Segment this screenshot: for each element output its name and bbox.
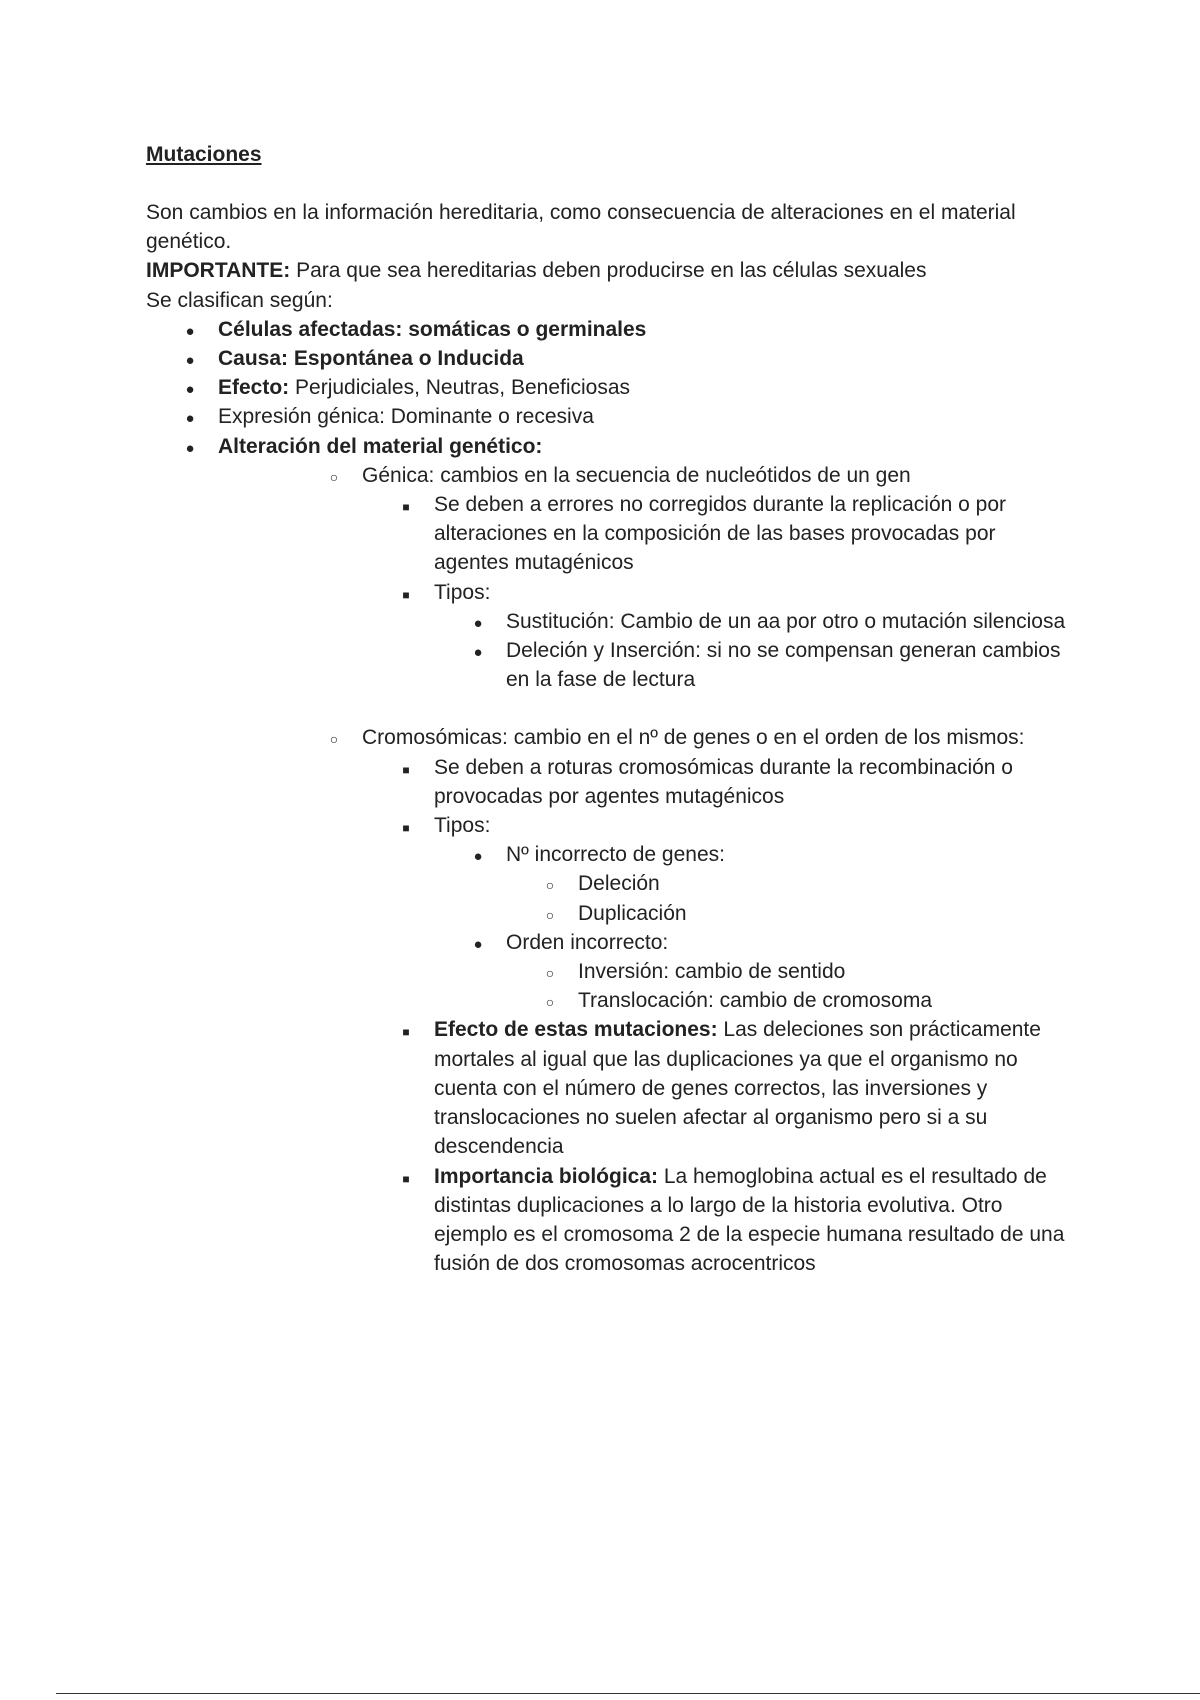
- list-item: [434, 607, 1076, 636]
- square-bullet-icon: [396, 811, 416, 843]
- list-item: [146, 344, 1076, 373]
- circle-bullet-icon: [540, 899, 560, 930]
- chromosomal-heading: Cromosómicas: cambio en el nº de genes o en el orden de los mismos:: [362, 726, 1025, 750]
- genic-type-substitution: Sustitución: Cambio de un aa por otro o mutación silenciosa: [506, 609, 1066, 633]
- list-item: [362, 1015, 1076, 1161]
- chromosomal-list: [362, 753, 1076, 1279]
- list-item: [362, 753, 1076, 811]
- list-item: [506, 869, 1076, 898]
- list-item: [362, 578, 1076, 695]
- wrong-order-list: [506, 957, 1076, 1015]
- list-item: [290, 461, 1076, 695]
- wrong-number-list: [506, 869, 1076, 927]
- bullet-icon: [468, 636, 488, 667]
- footer-rule: [56, 1693, 1200, 1694]
- criteria-effect-label: Efecto:: [218, 376, 290, 400]
- list-item: [146, 402, 1076, 431]
- list-item: [146, 373, 1076, 402]
- wrong-order-translocation: Translocación: cambio de cromosoma: [578, 989, 933, 1013]
- list-item: [506, 957, 1076, 986]
- wrong-number-deletion: Deleción: [578, 872, 660, 896]
- list-item: [146, 315, 1076, 344]
- important-label: IMPORTANTE:: [146, 259, 291, 283]
- criteria-cause: Causa: Espontánea o Inducida: [218, 347, 524, 371]
- list-item: [434, 840, 1076, 928]
- criteria-list: [146, 315, 1076, 1279]
- alteration-list: [290, 461, 1076, 1278]
- square-bullet-icon: [396, 753, 416, 785]
- list-item: [506, 986, 1076, 1015]
- chromosomal-cause: Se deben a roturas cromosómicas durante la recombinación o provocadas por agentes mutagénicos: [434, 755, 1013, 808]
- criteria-alteration: Alteración del material genético:: [218, 434, 543, 458]
- square-bullet-icon: [396, 490, 416, 522]
- chromosomal-importance-label: Importancia biológica:: [434, 1164, 659, 1188]
- bullet-icon: [180, 373, 200, 404]
- list-item: [434, 636, 1076, 694]
- document-page: [146, 140, 1076, 1278]
- important-text: Para que sea hereditarias deben producirse en las células sexuales: [290, 259, 927, 283]
- genic-heading: Génica: cambios en la secuencia de nucleótidos de un gen: [362, 463, 911, 487]
- bullet-icon: [468, 840, 488, 871]
- genic-types-label: Tipos:: [434, 580, 491, 604]
- wrong-order-label: Orden incorrecto:: [506, 930, 669, 954]
- square-bullet-icon: [396, 1162, 416, 1194]
- list-item: [506, 899, 1076, 928]
- list-item: [146, 432, 1076, 1279]
- list-item: [362, 1162, 1076, 1279]
- chromosomal-types-label: Tipos:: [434, 814, 491, 838]
- list-item: [290, 723, 1076, 1278]
- genic-cause: Se deben a errores no corregidos durante la replicación o por alteraciones en la composición de las bases provocadas por agentes mutagénicos: [434, 493, 1007, 575]
- genic-types-list: [434, 607, 1076, 695]
- square-bullet-icon: [396, 578, 416, 610]
- classify-intro: Se clasifican según:: [146, 288, 333, 312]
- list-item: [362, 490, 1076, 578]
- chromosomal-effect-text: Las deleciones son prácticamente mortales al igual que las duplicaciones ya que el organismo no cuenta con el número de genes correctos, las inversiones y translocaciones no suelen afectar al organismo pero si a su descendencia: [434, 1018, 1041, 1159]
- bullet-icon: [180, 432, 200, 463]
- important-note: [146, 256, 1076, 285]
- genic-list: [362, 490, 1076, 694]
- criteria-expression: Expresión génica: Dominante o recesiva: [218, 405, 594, 429]
- chromosomal-importance-text: La hemoglobina actual es el resultado de distintas duplicaciones a lo largo de la historia evolutiva. Otro ejemplo es el cromosoma 2 de la especie humana resultado de una fusión de dos cromosomas acrocentricos: [434, 1164, 1065, 1276]
- bullet-icon: [180, 315, 200, 346]
- criteria-cells: Células afectadas: somáticas o germinales: [218, 317, 647, 341]
- bullet-icon: [468, 607, 488, 638]
- circle-bullet-icon: [540, 986, 560, 1017]
- circle-bullet-icon: [324, 461, 344, 492]
- chromosomal-types-list: [434, 840, 1076, 1015]
- wrong-number-label: Nº incorrecto de genes:: [506, 843, 725, 867]
- circle-bullet-icon: [324, 723, 344, 754]
- bullet-icon: [180, 402, 200, 433]
- wrong-order-inversion: Inversión: cambio de sentido: [578, 960, 846, 984]
- list-item: [434, 928, 1076, 1016]
- criteria-effect-text: Perjudiciales, Neutras, Beneficiosas: [289, 376, 631, 400]
- chromosomal-effect-label: Efecto de estas mutaciones:: [434, 1018, 718, 1042]
- circle-bullet-icon: [540, 869, 560, 900]
- genic-type-deletion-insertion: Deleción y Inserción: si no se compensan generan cambios en la fase de lectura: [506, 639, 1061, 692]
- circle-bullet-icon: [540, 957, 560, 988]
- bullet-icon: [468, 928, 488, 959]
- square-bullet-icon: [396, 1015, 416, 1047]
- bullet-icon: [180, 344, 200, 375]
- wrong-number-duplication: Duplicación: [578, 901, 687, 925]
- intro-paragraph: Son cambios en la información hereditaria, como consecuencia de alteraciones en el material genético.: [146, 201, 1016, 254]
- list-item: [362, 811, 1076, 1015]
- page-title: Mutaciones: [146, 143, 262, 166]
